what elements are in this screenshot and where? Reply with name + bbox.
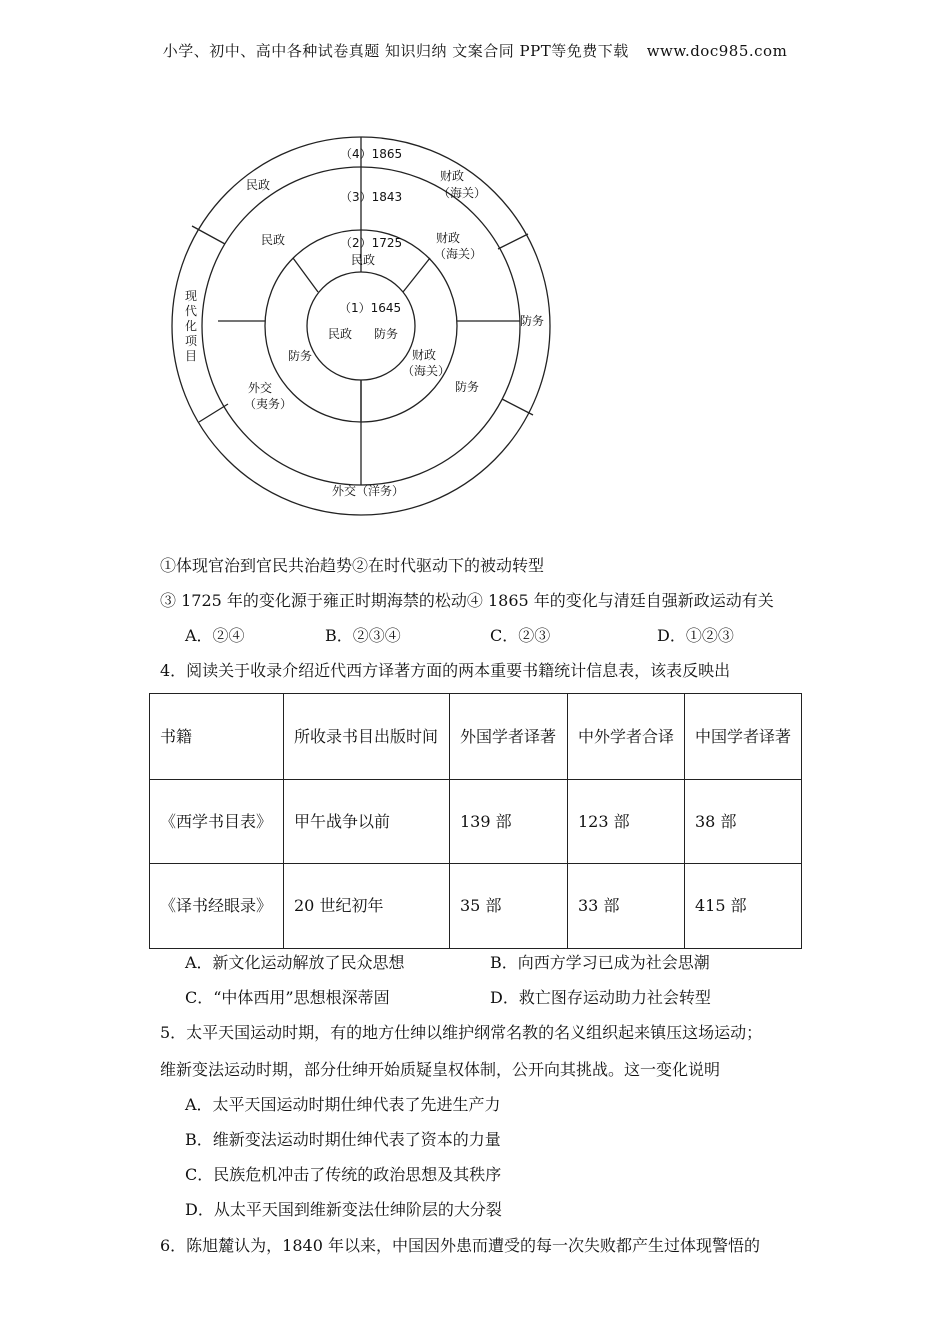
- r1-minzheng: 民政: [328, 327, 353, 341]
- th-chinese: 中国学者译著: [685, 694, 802, 780]
- r4-haiguan: （海关）: [438, 186, 487, 200]
- r4-waijiao: 外交（洋务）: [332, 484, 405, 498]
- th-foreign: 外国学者译著: [450, 694, 568, 780]
- q5-stem-line-1: 5．太平天国运动时期，有的地方仕绅以维护纲常名教的名义组织起来镇压这场运动；: [160, 1023, 763, 1042]
- header-url[interactable]: www.doc985.com: [646, 42, 788, 60]
- q4-stats-table: [149, 693, 802, 949]
- divider-outer-upper-left: [192, 226, 225, 244]
- cell-book: 《西学书目表》: [150, 780, 284, 864]
- cell-foreign: 35 部: [450, 864, 568, 949]
- page-header: [0, 40, 950, 61]
- q3-option-c[interactable]: C．②③: [490, 626, 551, 645]
- r3-yiwu: （夷务）: [244, 397, 293, 411]
- r4-xiandaihua-0: 现: [185, 289, 198, 303]
- r3-haiguan: （海关）: [434, 247, 483, 261]
- th-joint: 中外学者合译: [568, 694, 685, 780]
- r3-minzheng: 民政: [261, 233, 286, 247]
- cell-time: 20 世纪初年: [284, 864, 450, 949]
- q5-option-b[interactable]: B．维新变法运动时期仕绅代表了资本的力量: [185, 1130, 501, 1149]
- r4-xiandaihua-3: 项: [185, 334, 198, 348]
- r2-fangwu: 防务: [288, 349, 313, 363]
- cell-joint: 123 部: [568, 780, 685, 864]
- r2-year: （2）1725: [340, 236, 403, 250]
- cell-joint: 33 部: [568, 864, 685, 949]
- q5-option-a[interactable]: A．太平天国运动时期仕绅代表了先进生产力: [185, 1095, 501, 1114]
- cell-foreign: 139 部: [450, 780, 568, 864]
- cell-chinese: 38 部: [685, 780, 802, 864]
- th-book: 书籍: [150, 694, 284, 780]
- r1-fangwu: 防务: [374, 327, 399, 341]
- divider-r2-left: [293, 258, 318, 292]
- q4-option-d[interactable]: D．救亡图存运动助力社会转型: [490, 988, 711, 1007]
- q3-option-b[interactable]: B．②③④: [325, 626, 401, 645]
- r4-year: （4）1865: [340, 147, 403, 161]
- r2-haiguan: （海关）: [402, 364, 451, 378]
- table-row: [150, 780, 802, 864]
- r4-xiandaihua-1: 代: [185, 304, 198, 318]
- r4-caizheng: 财政: [440, 169, 465, 183]
- q5-option-c[interactable]: C．民族危机冲击了传统的政治思想及其秩序: [185, 1165, 502, 1184]
- th-publish-time: 所收录书目出版时间: [284, 694, 450, 780]
- r4-xiandaihua-4: 目: [185, 349, 198, 363]
- q3-option-a[interactable]: A．②④: [185, 626, 245, 645]
- r1-year: （1）1645: [339, 301, 402, 315]
- divider-r2-right: [403, 258, 430, 292]
- r3-waijiao: 外交: [248, 381, 273, 395]
- q6-stem: 6．陈旭麓认为，1840 年以来，中国因外患而遭受的每一次失败都产生过体现警悟的: [160, 1236, 760, 1255]
- q3-statement-2: ③ 1725 年的变化源于雍正时期海禁的松动④ 1865 年的变化与清廷自强新政运动有关: [160, 591, 774, 610]
- divider-outer-lower-right: [502, 399, 533, 415]
- r3-fangwu: 防务: [455, 380, 480, 394]
- r4-minzheng: 民政: [246, 178, 271, 192]
- r4-xiandaihua-2: 化: [185, 319, 198, 333]
- divider-outer-upper-right: [498, 234, 528, 249]
- divider-outer-lower-left: [199, 404, 228, 422]
- cell-book: 《译书经眼录》: [150, 864, 284, 949]
- table-header-row: [150, 694, 802, 780]
- q3-statement-1: ①体现官治到官民共治趋势②在时代驱动下的被动转型: [160, 556, 545, 575]
- q4-stem: 4．阅读关于收录介绍近代西方译著方面的两本重要书籍统计信息表，该表反映出: [160, 661, 731, 680]
- q5-stem-line-2: 维新变法运动时期，部分仕绅开始质疑皇权体制，公开向其挑战。这一变化说明: [160, 1060, 721, 1079]
- q5-option-d[interactable]: D．从太平天国到维新变法仕绅阶层的大分裂: [185, 1200, 502, 1219]
- header-text: 小学、初中、高中各种试卷真题 知识归纳 文案合同 PPT等免费下载: [162, 42, 629, 60]
- r3-caizheng: 财政: [436, 231, 461, 245]
- q4-option-b[interactable]: B．向西方学习已成为社会思潮: [490, 953, 710, 972]
- r4-fangwu: 防务: [520, 314, 545, 328]
- r2-caizheng: 财政: [412, 348, 437, 362]
- concentric-circle-diagram: [168, 132, 558, 522]
- cell-time: 甲午战争以前: [284, 780, 450, 864]
- q4-option-c[interactable]: C．“中体西用”思想根深蒂固: [185, 988, 390, 1007]
- cell-chinese: 415 部: [685, 864, 802, 949]
- table-row: [150, 864, 802, 949]
- q3-option-d[interactable]: D．①②③: [657, 626, 734, 645]
- r2-minzheng: 民政: [351, 253, 376, 267]
- r3-year: （3）1843: [340, 190, 403, 204]
- q4-option-a[interactable]: A．新文化运动解放了民众思想: [185, 953, 405, 972]
- ring-inner: [307, 272, 415, 380]
